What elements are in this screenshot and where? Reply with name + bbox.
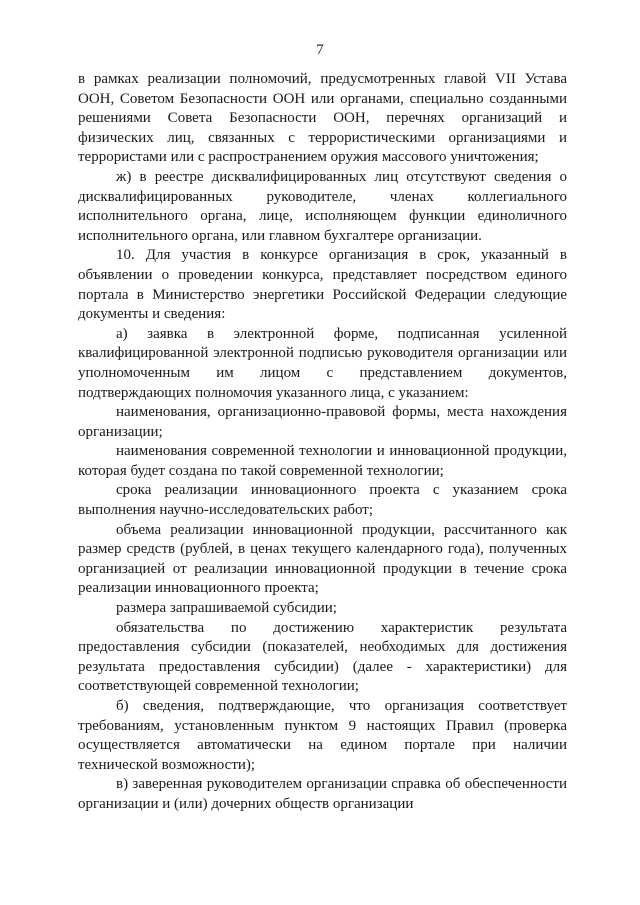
paragraph: размера запрашиваемой субсидии; <box>116 600 337 617</box>
page-number: 7 <box>316 42 324 58</box>
document-body <box>78 70 567 815</box>
paragraph: 10. Для участия в конкурсе организация в срок, указанный в объявлении о проведении конкурса, представляет посредством единого портала в Министерство энергетики Российской Федерации следующие документы и сведения: <box>78 247 567 323</box>
paragraph: срока реализации инновационного проекта с указанием срока выполнения научно-исследовательских работ; <box>78 482 567 519</box>
paragraph: а) заявка в электронной форме, подписанная усиленной квалифицированной электронной подписью руководителя организации или уполномоченным им лицом с представлением документов, подтверждающих полномочия указанного лица, с указанием: <box>78 325 567 401</box>
paragraph: обязательства по достижению характеристик результата предоставления субсидии (показателей, необходимых для достижения результата предоставления субсидии) (далее - характеристики) для соответствующей современной технологии; <box>78 619 567 695</box>
paragraph: в) заверенная руководителем организации справка об обеспеченности организации и (или) дочерних обществ организации <box>78 776 567 812</box>
paragraph: б) сведения, подтверждающие, что организация соответствует требованиям, установленным пунктом 9 настоящих Правил (проверка осуществляется автоматически на едином портале при наличии технической возможности); <box>78 698 567 773</box>
paragraph: наименования современной технологии и инновационной продукции, которая будет создана по такой современной технологии; <box>78 443 567 479</box>
paragraph: наименования, организационно-правовой формы, места нахождения организации; <box>78 404 567 440</box>
paragraph: объема реализации инновационной продукции, рассчитанного как размер средств (рублей, в ценах текущего календарного года), полученных организацией от реализации инновационной продукции в течение срока реализации инновационного проекта; <box>78 521 567 597</box>
paragraph: в рамках реализации полномочий, предусмотренных главой VII Устава ООН, Советом Безопасности ООН или органами, специально созданными решениями Совета Безопасности ООН, перечнях организаций и физических лиц, связанных с террористическими организациями и террористами или с распространением оружия массового уничтожения; <box>78 71 567 166</box>
paragraph: ж) в реестре дисквалифицированных лиц отсутствуют сведения о дисквалифицированных руководителе, членах коллегиального исполнительного органа, лице, исполняющем функции единоличного исполнительного органа, или главном бухгалтере организации. <box>78 168 567 244</box>
